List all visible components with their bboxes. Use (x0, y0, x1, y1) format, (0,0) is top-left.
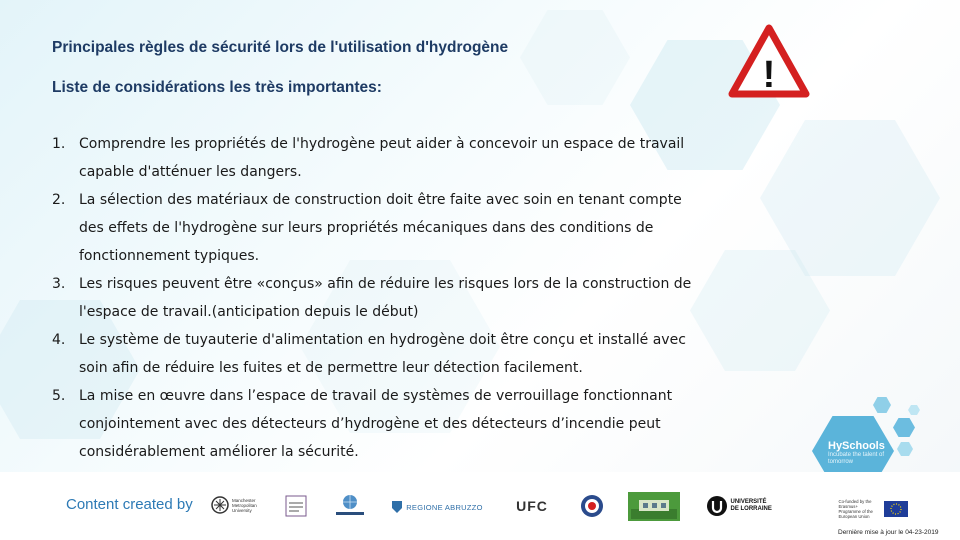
eu-flag-icon (884, 501, 908, 517)
hyschools-tagline: Incubate the talent of tomorrow (828, 452, 885, 465)
list-item-text: Les risques peuvent être «conçus» afin de réduire les risques lors de la construction de l'espace de travail.(anticipation depuis le début) (79, 276, 692, 320)
list-item-number: 5. (52, 388, 66, 404)
exclamation-mark: ! (762, 54, 776, 96)
list-item (52, 326, 692, 382)
list-item-number: 4. (52, 332, 66, 348)
background-hexagon (520, 10, 630, 105)
content-credit: Content created by (66, 496, 193, 513)
last-updated-date: Dernière mise à jour le 04-23-2019 (838, 529, 939, 536)
list-item (52, 270, 692, 326)
background-hexagon (897, 442, 913, 456)
regione-shield-icon (391, 500, 403, 514)
lorraine-logo-text: UNIVERSITÉ DE LORRAINE (730, 499, 772, 512)
manchester-emblem-icon (210, 495, 230, 515)
hyschools-name: HySchools (828, 440, 885, 452)
slide-title: Principales règles de sécurité lors de l'utilisation d'hydrogène (52, 39, 509, 56)
partner-logo-6 (578, 492, 606, 520)
list-item (52, 382, 692, 466)
universite-de-lorraine-logo (703, 494, 775, 518)
slide-subtitle: Liste de considérations les très importantes: (52, 79, 382, 96)
manchester-logo-text: Manchester Metropolitan University (232, 497, 257, 513)
list-item (52, 186, 692, 270)
regione-abruzzo-logo (386, 498, 488, 516)
ufc-logo-text: UFC (516, 498, 548, 514)
list-item-text: La sélection des matériaux de construction doit être faite avec soin en tenant compte des effets de l'hydrogène sur leurs propriétés mécaniques dans des conditions de fonctionnement typiques. (79, 192, 682, 264)
background-hexagon (908, 405, 920, 415)
list-item-number: 1. (52, 136, 66, 152)
safety-rules-list (52, 130, 692, 466)
eu-cofunded-text: Co-funded by the Erasmus+ Programme of the European Union (838, 499, 873, 519)
manchester-metropolitan-logo (210, 494, 272, 516)
list-item-number: 3. (52, 276, 66, 292)
partner-logo-2 (282, 492, 310, 520)
eu-cofunded-logo (838, 499, 908, 519)
ufc-logo (512, 492, 552, 520)
partner-logo-7 (628, 492, 680, 521)
lorraine-emblem-icon (706, 495, 728, 517)
list-item-number: 2. (52, 192, 66, 208)
background-hexagon (893, 418, 915, 437)
list-item-text: Le système de tuyauterie d'alimentation en hydrogène doit être conçu et installé avec soin afin de réduire les fuites et de permettre leur détection facilement. (79, 332, 686, 376)
circular-emblem-icon (579, 493, 605, 519)
regione-abruzzo-text: REGIONE ABRUZZO (406, 502, 483, 512)
background-hexagon (873, 397, 891, 413)
partner-crest-icon (283, 493, 309, 519)
list-item (52, 130, 692, 186)
list-item-text: Comprendre les propriétés de l'hydrogène peut aider à concevoir un espace de travail capable d'atténuer les dangers. (79, 136, 685, 180)
partner-logo-3 (330, 492, 370, 520)
globe-logo-icon (332, 493, 368, 519)
list-item-text: La mise en œuvre dans l’espace de travail de systèmes de verrouillage fonctionnant conjointement avec des détecteurs d’hydrogène et des détecteurs d’incendie peut considérablement améliorer la sécurité. (79, 388, 673, 460)
warning-triangle-icon (726, 24, 812, 102)
building-photo-icon (631, 495, 677, 519)
